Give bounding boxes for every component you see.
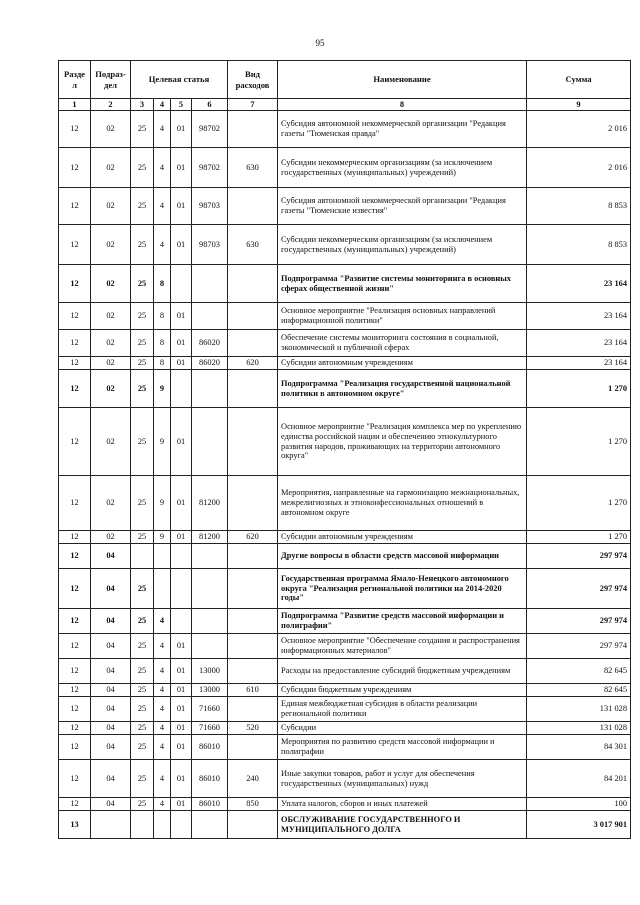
table-row — [59, 697, 631, 722]
cell-naimenovanie: Субсидия автономной некоммерческой организации "Редакция газеты "Тюменские известия" — [278, 188, 527, 225]
table-row — [59, 544, 631, 569]
cell-summa: 23 164 — [527, 357, 631, 370]
cell-summa: 131 028 — [527, 722, 631, 735]
cell-cs-event — [171, 265, 192, 303]
table-row — [59, 225, 631, 265]
cell-razdel: 12 — [59, 544, 91, 569]
table-row — [59, 531, 631, 544]
cell-cs-event: 01 — [171, 188, 192, 225]
cell-podrazdel: 04 — [91, 697, 131, 722]
cell-cs-program: 25 — [131, 569, 154, 609]
cell-razdel: 12 — [59, 722, 91, 735]
cell-cs-program: 25 — [131, 111, 154, 148]
cell-cs-subprogram: 4 — [154, 684, 171, 697]
cell-cs-direction — [192, 408, 228, 476]
cell-vid-rashodov — [228, 697, 278, 722]
cell-cs-program: 25 — [131, 330, 154, 357]
table-row — [59, 569, 631, 609]
cell-cs-subprogram: 8 — [154, 357, 171, 370]
cell-razdel: 12 — [59, 798, 91, 811]
cell-naimenovanie: Субсидии — [278, 722, 527, 735]
cell-podrazdel: 02 — [91, 330, 131, 357]
cell-cs-subprogram: 4 — [154, 148, 171, 188]
cell-razdel: 12 — [59, 609, 91, 634]
cell-vid-rashodov — [228, 265, 278, 303]
cell-cs-event — [171, 569, 192, 609]
table-row — [59, 659, 631, 684]
cell-cs-program: 25 — [131, 225, 154, 265]
cell-podrazdel: 02 — [91, 188, 131, 225]
column-number: 4 — [154, 99, 171, 111]
table-row — [59, 798, 631, 811]
cell-naimenovanie: Единая межбюджетная субсидия в области реализации региональной политики — [278, 697, 527, 722]
cell-naimenovanie: Мероприятия по развитию средств массовой информации и полиграфии — [278, 735, 527, 760]
cell-razdel: 12 — [59, 476, 91, 531]
cell-cs-subprogram: 4 — [154, 225, 171, 265]
cell-cs-subprogram: 8 — [154, 265, 171, 303]
cell-cs-direction — [192, 634, 228, 659]
cell-cs-program: 25 — [131, 148, 154, 188]
header-summa: Сумма — [527, 61, 631, 99]
cell-razdel: 12 — [59, 330, 91, 357]
cell-podrazdel: 04 — [91, 659, 131, 684]
cell-cs-direction: 86010 — [192, 735, 228, 760]
cell-razdel: 12 — [59, 370, 91, 408]
cell-vid-rashodov: 620 — [228, 357, 278, 370]
table-row — [59, 408, 631, 476]
cell-cs-direction: 81200 — [192, 476, 228, 531]
cell-cs-event: 01 — [171, 357, 192, 370]
cell-cs-program: 25 — [131, 188, 154, 225]
cell-razdel: 12 — [59, 697, 91, 722]
cell-cs-event: 01 — [171, 476, 192, 531]
column-number: 8 — [278, 99, 527, 111]
cell-razdel: 12 — [59, 111, 91, 148]
cell-naimenovanie: Подпрограмма "Реализация государственной национальной политики в автономном округе" — [278, 370, 527, 408]
cell-cs-event: 01 — [171, 330, 192, 357]
cell-summa: 82 645 — [527, 684, 631, 697]
cell-vid-rashodov — [228, 370, 278, 408]
cell-podrazdel: 04 — [91, 609, 131, 634]
column-number: 5 — [171, 99, 192, 111]
cell-cs-event: 01 — [171, 225, 192, 265]
cell-cs-subprogram: 4 — [154, 659, 171, 684]
cell-summa: 297 974 — [527, 544, 631, 569]
cell-podrazdel: 02 — [91, 531, 131, 544]
cell-cs-direction — [192, 609, 228, 634]
cell-cs-direction: 71660 — [192, 722, 228, 735]
cell-cs-event: 01 — [171, 659, 192, 684]
cell-cs-subprogram: 8 — [154, 303, 171, 330]
cell-naimenovanie: Иные закупки товаров, работ и услуг для обеспечения государственных (муниципальных) нужд — [278, 760, 527, 798]
cell-summa: 1 270 — [527, 370, 631, 408]
cell-cs-direction — [192, 303, 228, 330]
cell-cs-subprogram: 9 — [154, 531, 171, 544]
cell-summa: 84 201 — [527, 760, 631, 798]
cell-vid-rashodov — [228, 569, 278, 609]
cell-summa: 8 853 — [527, 225, 631, 265]
cell-razdel: 12 — [59, 303, 91, 330]
cell-summa: 2 016 — [527, 148, 631, 188]
cell-summa: 3 017 901 — [527, 811, 631, 839]
cell-cs-subprogram — [154, 569, 171, 609]
table-row — [59, 148, 631, 188]
cell-cs-program: 25 — [131, 798, 154, 811]
cell-naimenovanie: Субсидии некоммерческим организациям (за исключением государственных (муниципальных) учреждений) — [278, 148, 527, 188]
cell-naimenovanie: Субсидии автономным учреждениям — [278, 531, 527, 544]
cell-naimenovanie: Уплата налогов, сборов и иных платежей — [278, 798, 527, 811]
cell-razdel: 12 — [59, 148, 91, 188]
cell-cs-direction: 86010 — [192, 798, 228, 811]
cell-razdel: 12 — [59, 634, 91, 659]
cell-razdel: 12 — [59, 760, 91, 798]
table-row — [59, 330, 631, 357]
cell-cs-direction: 86020 — [192, 330, 228, 357]
cell-cs-direction: 13000 — [192, 684, 228, 697]
cell-naimenovanie: Расходы на предоставление субсидий бюджетным учреждениям — [278, 659, 527, 684]
cell-vid-rashodov — [228, 659, 278, 684]
column-number: 1 — [59, 99, 91, 111]
cell-cs-direction: 86010 — [192, 760, 228, 798]
cell-razdel: 12 — [59, 408, 91, 476]
cell-cs-event: 01 — [171, 531, 192, 544]
cell-razdel: 12 — [59, 684, 91, 697]
cell-cs-event: 01 — [171, 697, 192, 722]
cell-podrazdel — [91, 811, 131, 839]
cell-vid-rashodov: 850 — [228, 798, 278, 811]
cell-cs-program: 25 — [131, 659, 154, 684]
cell-naimenovanie: Основное мероприятие "Обеспечение создания и распространения информационных материалов" — [278, 634, 527, 659]
cell-cs-program: 25 — [131, 370, 154, 408]
table-row — [59, 735, 631, 760]
header-row — [59, 61, 631, 99]
table-row — [59, 684, 631, 697]
cell-cs-subprogram: 4 — [154, 188, 171, 225]
cell-vid-rashodov — [228, 188, 278, 225]
column-number: 2 — [91, 99, 131, 111]
table-row — [59, 303, 631, 330]
cell-podrazdel: 02 — [91, 303, 131, 330]
cell-podrazdel: 04 — [91, 544, 131, 569]
cell-podrazdel: 04 — [91, 735, 131, 760]
cell-razdel: 12 — [59, 188, 91, 225]
cell-summa: 1 270 — [527, 476, 631, 531]
cell-summa: 82 645 — [527, 659, 631, 684]
cell-podrazdel: 04 — [91, 798, 131, 811]
cell-vid-rashodov: 630 — [228, 225, 278, 265]
cell-razdel: 12 — [59, 225, 91, 265]
cell-podrazdel: 02 — [91, 370, 131, 408]
cell-naimenovanie: Государственная программа Ямало-Ненецкого автономного округа "Реализация региональной политики на 2014-2020 годы" — [278, 569, 527, 609]
cell-cs-direction — [192, 569, 228, 609]
cell-cs-event — [171, 609, 192, 634]
cell-cs-program: 25 — [131, 609, 154, 634]
cell-cs-subprogram: 9 — [154, 476, 171, 531]
column-number: 3 — [131, 99, 154, 111]
cell-naimenovanie: Другие вопросы в области средств массовой информации — [278, 544, 527, 569]
cell-razdel: 12 — [59, 735, 91, 760]
cell-cs-program — [131, 811, 154, 839]
cell-naimenovanie: ОБСЛУЖИВАНИЕ ГОСУДАРСТВЕННОГО И МУНИЦИПАЛЬНОГО ДОЛГА — [278, 811, 527, 839]
column-number: 7 — [228, 99, 278, 111]
cell-cs-direction: 86020 — [192, 357, 228, 370]
cell-cs-direction: 71660 — [192, 697, 228, 722]
cell-razdel: 12 — [59, 357, 91, 370]
cell-summa: 8 853 — [527, 188, 631, 225]
cell-summa: 23 164 — [527, 265, 631, 303]
table-row — [59, 188, 631, 225]
cell-vid-rashodov — [228, 111, 278, 148]
cell-vid-rashodov — [228, 408, 278, 476]
cell-cs-event — [171, 811, 192, 839]
cell-summa: 100 — [527, 798, 631, 811]
header-razdel: Разде л — [59, 61, 91, 99]
cell-summa: 297 974 — [527, 609, 631, 634]
column-number: 9 — [527, 99, 631, 111]
cell-naimenovanie: Мероприятия, направленные на гармонизацию межнациональных, межрелигиозных и этноконфессиональных отношений в автономном округе — [278, 476, 527, 531]
cell-cs-event: 01 — [171, 634, 192, 659]
cell-podrazdel: 04 — [91, 722, 131, 735]
cell-podrazdel: 04 — [91, 760, 131, 798]
table-row — [59, 722, 631, 735]
cell-podrazdel: 02 — [91, 408, 131, 476]
cell-naimenovanie: Обеспечение системы мониторинга состояния в социальной, экономической и публичной сферах — [278, 330, 527, 357]
cell-summa: 23 164 — [527, 330, 631, 357]
header-podrazdel: Подраз- дел — [91, 61, 131, 99]
cell-summa: 23 164 — [527, 303, 631, 330]
budget-table — [58, 60, 631, 839]
cell-vid-rashodov — [228, 811, 278, 839]
cell-vid-rashodov: 240 — [228, 760, 278, 798]
cell-cs-subprogram: 4 — [154, 735, 171, 760]
cell-cs-subprogram: 8 — [154, 330, 171, 357]
cell-cs-program: 25 — [131, 265, 154, 303]
cell-vid-rashodov — [228, 303, 278, 330]
cell-podrazdel: 04 — [91, 569, 131, 609]
cell-cs-program — [131, 544, 154, 569]
cell-vid-rashodov: 630 — [228, 148, 278, 188]
cell-podrazdel: 02 — [91, 357, 131, 370]
cell-podrazdel: 02 — [91, 476, 131, 531]
cell-naimenovanie: Подпрограмма "Развитие средств массовой информации и полиграфии" — [278, 609, 527, 634]
cell-vid-rashodov — [228, 544, 278, 569]
cell-razdel: 13 — [59, 811, 91, 839]
cell-vid-rashodov: 610 — [228, 684, 278, 697]
cell-cs-subprogram: 4 — [154, 111, 171, 148]
cell-summa: 297 974 — [527, 634, 631, 659]
cell-cs-subprogram — [154, 811, 171, 839]
column-number-row — [59, 99, 631, 111]
cell-cs-direction: 98702 — [192, 148, 228, 188]
cell-naimenovanie: Субсидия автономной некоммерческой организации "Редакция газеты "Тюменская правда" — [278, 111, 527, 148]
cell-podrazdel: 02 — [91, 148, 131, 188]
cell-cs-event: 01 — [171, 735, 192, 760]
table-row — [59, 357, 631, 370]
page-number: 95 — [315, 38, 325, 48]
cell-cs-event: 01 — [171, 408, 192, 476]
cell-cs-program: 25 — [131, 634, 154, 659]
cell-cs-event — [171, 544, 192, 569]
cell-vid-rashodov — [228, 634, 278, 659]
cell-cs-subprogram: 4 — [154, 609, 171, 634]
cell-cs-event: 01 — [171, 148, 192, 188]
cell-cs-subprogram: 4 — [154, 634, 171, 659]
cell-cs-direction: 81200 — [192, 531, 228, 544]
cell-cs-subprogram: 4 — [154, 722, 171, 735]
cell-cs-program: 25 — [131, 531, 154, 544]
cell-cs-program: 25 — [131, 684, 154, 697]
header-vid-rashodov: Вид расходов — [228, 61, 278, 99]
cell-cs-program: 25 — [131, 303, 154, 330]
header-naimenovanie: Наименование — [278, 61, 527, 99]
cell-cs-subprogram: 9 — [154, 408, 171, 476]
cell-podrazdel: 04 — [91, 634, 131, 659]
table-row — [59, 609, 631, 634]
cell-cs-event: 01 — [171, 798, 192, 811]
cell-cs-subprogram: 4 — [154, 798, 171, 811]
cell-summa: 297 974 — [527, 569, 631, 609]
column-number: 6 — [192, 99, 228, 111]
cell-summa: 2 016 — [527, 111, 631, 148]
table-row — [59, 265, 631, 303]
cell-podrazdel: 02 — [91, 265, 131, 303]
cell-naimenovanie: Субсидии бюджетным учреждениям — [278, 684, 527, 697]
cell-naimenovanie: Субсидии автономным учреждениям — [278, 357, 527, 370]
cell-vid-rashodov — [228, 330, 278, 357]
cell-cs-direction — [192, 370, 228, 408]
cell-cs-program: 25 — [131, 735, 154, 760]
cell-cs-program: 25 — [131, 722, 154, 735]
table-row — [59, 760, 631, 798]
cell-razdel: 12 — [59, 569, 91, 609]
cell-razdel: 12 — [59, 659, 91, 684]
cell-cs-direction: 13000 — [192, 659, 228, 684]
cell-razdel: 12 — [59, 531, 91, 544]
cell-cs-subprogram: 9 — [154, 370, 171, 408]
cell-cs-event: 01 — [171, 684, 192, 697]
header-celevaya-statya: Целевая статья — [131, 61, 228, 99]
cell-vid-rashodov — [228, 735, 278, 760]
cell-cs-direction: 98703 — [192, 225, 228, 265]
cell-cs-subprogram: 4 — [154, 760, 171, 798]
cell-vid-rashodov — [228, 609, 278, 634]
table-row — [59, 634, 631, 659]
table-row — [59, 370, 631, 408]
cell-podrazdel: 04 — [91, 684, 131, 697]
cell-cs-subprogram — [154, 544, 171, 569]
cell-cs-event: 01 — [171, 722, 192, 735]
cell-cs-event: 01 — [171, 111, 192, 148]
cell-naimenovanie: Основное мероприятие "Реализация комплекса мер по укреплению единства российской нации и обеспечению этнокультурного развития народов, проживающих на территории автономного округа" — [278, 408, 527, 476]
cell-razdel: 12 — [59, 265, 91, 303]
cell-cs-program: 25 — [131, 357, 154, 370]
cell-podrazdel: 02 — [91, 111, 131, 148]
cell-cs-program: 25 — [131, 476, 154, 531]
cell-cs-subprogram: 4 — [154, 697, 171, 722]
cell-summa: 131 028 — [527, 697, 631, 722]
cell-cs-direction — [192, 265, 228, 303]
table-row — [59, 476, 631, 531]
cell-cs-direction — [192, 811, 228, 839]
cell-naimenovanie: Субсидии некоммерческим организациям (за исключением государственных (муниципальных) учреждений) — [278, 225, 527, 265]
cell-summa: 1 270 — [527, 408, 631, 476]
cell-cs-program: 25 — [131, 408, 154, 476]
table-row — [59, 811, 631, 839]
cell-cs-direction — [192, 544, 228, 569]
cell-cs-event — [171, 370, 192, 408]
cell-cs-program: 25 — [131, 760, 154, 798]
cell-podrazdel: 02 — [91, 225, 131, 265]
cell-summa: 1 270 — [527, 531, 631, 544]
cell-cs-direction: 98702 — [192, 111, 228, 148]
cell-vid-rashodov — [228, 476, 278, 531]
table-row — [59, 111, 631, 148]
cell-cs-program: 25 — [131, 697, 154, 722]
cell-cs-direction: 98703 — [192, 188, 228, 225]
cell-summa: 84 301 — [527, 735, 631, 760]
cell-cs-event: 01 — [171, 760, 192, 798]
cell-cs-event: 01 — [171, 303, 192, 330]
cell-naimenovanie: Подпрограмма "Развитие системы мониторинга в основных сферах общественной жизни" — [278, 265, 527, 303]
cell-vid-rashodov: 520 — [228, 722, 278, 735]
cell-vid-rashodov: 620 — [228, 531, 278, 544]
cell-naimenovanie: Основное мероприятие "Реализация основных направлений информационной политики" — [278, 303, 527, 330]
